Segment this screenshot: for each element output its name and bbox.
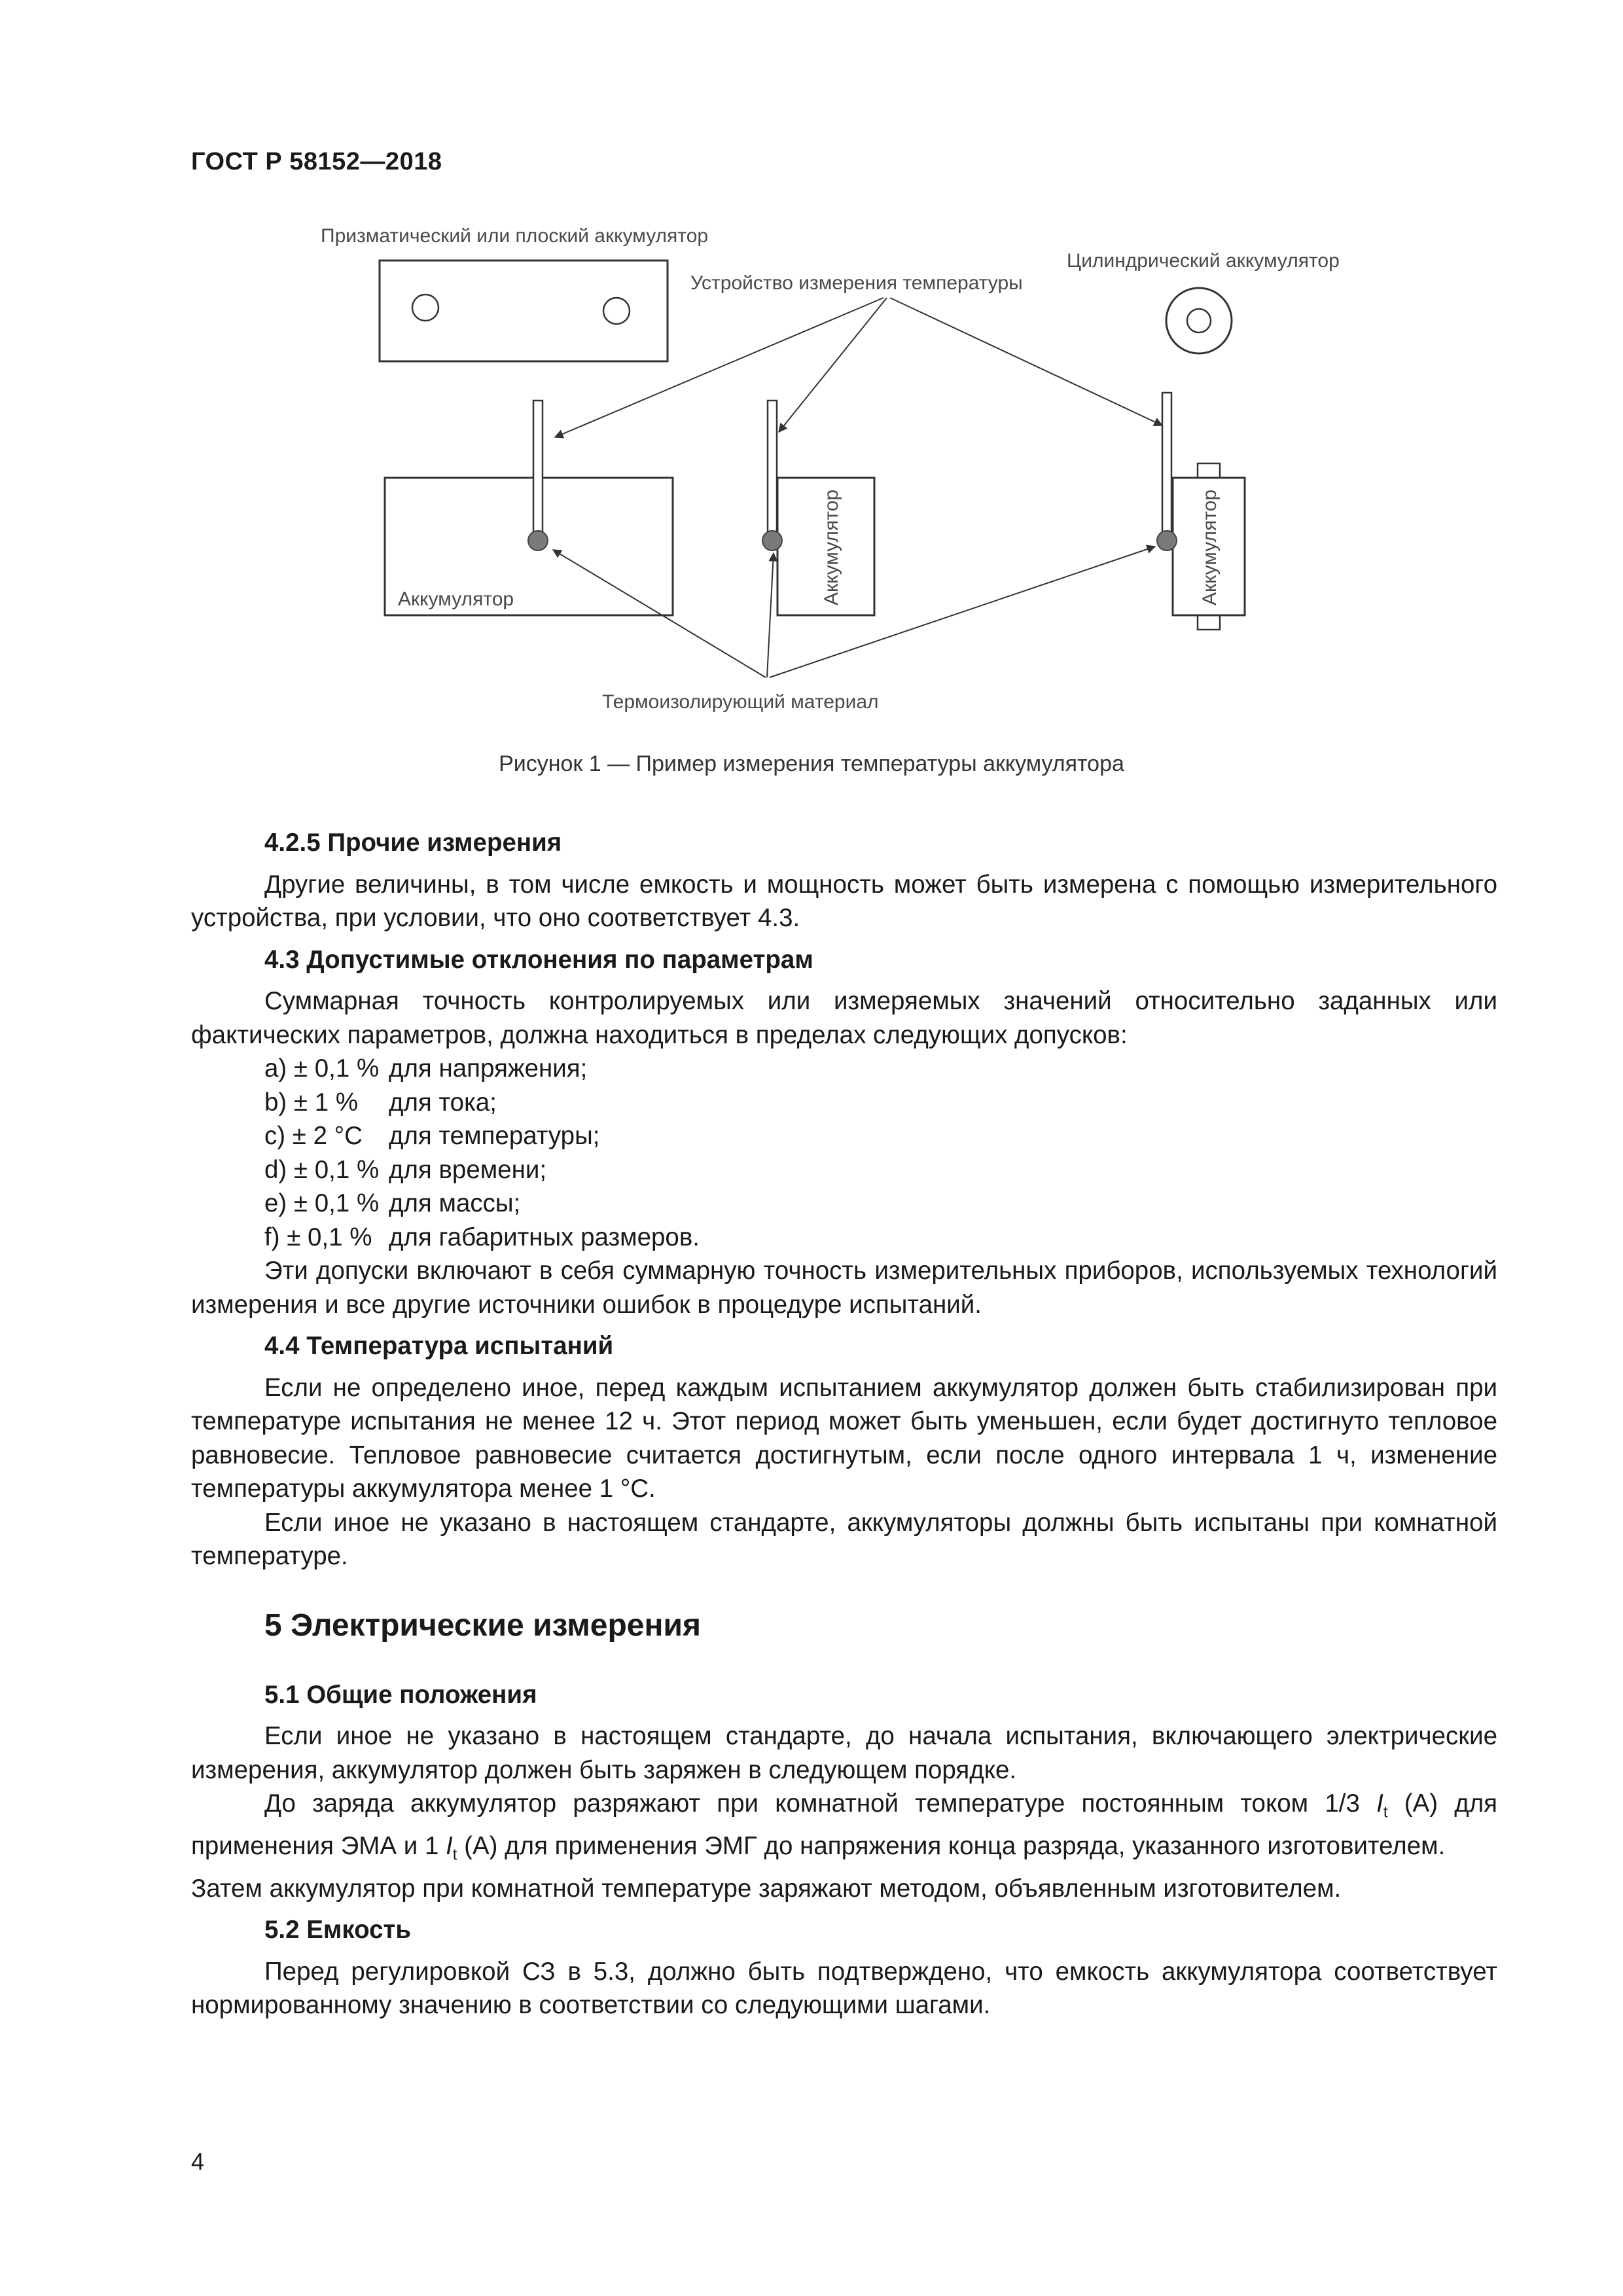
label-sensor: Устройство измерения температуры [690,272,1023,294]
arrow-sensor-middle [779,298,887,432]
current-symbol: I [1376,1789,1383,1818]
sensor-probe-3 [1162,393,1171,531]
sensor-tip-2 [762,531,782,550]
tolerance-value: f) ± 0,1 % [264,1223,372,1251]
current-symbol: I [446,1831,453,1860]
label-cylindrical: Цилиндрический аккумулятор [1067,250,1340,272]
section-5-1-paragraph-3: Затем аккумулятор при комнатной температуре заряжают методом, объявленным изготовителем. [191,1874,1342,1903]
section-5-1-paragraph-2 [191,1787,1497,1872]
arrow-sensor-right [890,298,1162,425]
terminal-right [603,298,630,324]
terminal-left [412,295,438,321]
tolerance-item [191,1086,1497,1120]
document-code-header: ГОСТ Р 58152—2018 [191,148,442,175]
battery-3-cap-bottom [1198,615,1220,630]
tolerance-text: для напряжения; [389,1054,588,1083]
section-4-4-paragraph-1: Если не определено иное, перед каждым испытанием аккумулятор должен быть стабилизирован при температуре испытания не менее 12 ч. Этот период может быть уменьшен, если будет достигнуто тепловое равновесие. Тепловое равновесие считается достигнутым, если после одного интервала 1 ч, изменение температуры аккумулятора менее 1 °C. [191,1373,1497,1503]
sensor-probe-2 [768,401,777,531]
section-4-4-paragraph-2: Если иное не указано в настоящем стандарте, аккумуляторы должны быть испытаны при комнатной температуре. [191,1508,1497,1570]
tolerance-value: c) ± 2 °C [264,1122,363,1150]
tolerance-item [191,1187,1497,1221]
figure-caption: Рисунок 1 — Пример измерения температуры аккумулятора [499,751,1124,776]
label-battery-3: Аккумулятор [1199,489,1221,605]
arrow-sensor-left [555,298,883,437]
tolerance-item [191,1153,1497,1187]
label-insulation: Термоизолирующий материал [602,691,879,713]
section-4-3-title: 4.3 Допустимые отклонения по параметрам [264,945,813,974]
section-5-2-title: 5.2 Емкость [264,1916,412,1945]
battery-3-cap-top [1198,463,1220,478]
cylindrical-battery-outer [1166,288,1232,353]
label-prismatic: Призматический или плоский аккумулятор [321,225,709,247]
label-battery-2: Аккумулятор [821,489,842,605]
section-4-2-5-title: 4.2.5 Прочие измерения [264,829,562,857]
tolerance-text: для габаритных размеров. [389,1223,700,1251]
current-subscript: t [452,1846,457,1864]
tolerance-value: d) ± 0,1 % [264,1155,380,1184]
document-body [191,826,1497,2022]
tolerance-item [191,1052,1497,1086]
p2-part-a: До заряда аккумулятор разряжают при комнатной температуре постоянным током 1/3 [264,1789,1360,1818]
tolerance-text: для массы; [389,1189,521,1217]
section-4-4-title: 4.4 Температура испытаний [264,1332,614,1360]
sensor-tip-1 [528,531,548,550]
section-5-title: 5 Электрические измерения [264,1607,701,1643]
section-5-1-title: 5.1 Общие положения [264,1680,537,1709]
section-5-2-paragraph-1: Перед регулировкой СЗ в 5.3, должно быть подтверждено, что емкость аккумулятора соответствует нормированному значению в соответствии со следующими шагами. [191,1957,1497,2020]
tolerance-value: e) ± 0,1 % [264,1189,380,1217]
tolerance-item [191,1119,1497,1153]
battery-temperature-diagram [308,216,1394,740]
tolerance-item [191,1221,1497,1255]
current-subscript: t [1383,1803,1388,1821]
arrow-insulation-left [553,550,766,677]
tolerance-text: для тока; [389,1088,497,1117]
figure-1 [308,216,1394,740]
label-battery-1: Аккумулятор [398,588,514,610]
section-4-2-5-paragraph: Другие величины, в том числе емкость и мощность может быть измерена с помощью измерительного устройства, при условии, что оно соответствует 4.3. [191,870,1497,932]
section-4-3-paragraph-1: Суммарная точность контролируемых или измеряемых значений относительно заданных или фактических параметров, должна находиться в пределах следующих допусков: [191,987,1497,1049]
tolerance-text: для времени; [389,1155,547,1184]
sensor-probe-1 [533,401,543,531]
p2-part-c: (А) для применения ЭМГ до напряжения конца разряда, указанного изготовителем. [464,1831,1446,1860]
page-number: 4 [191,2148,205,2175]
prismatic-battery-top-view [380,260,668,361]
tolerance-value: a) ± 0,1 % [264,1054,380,1083]
p2-part-b: (А) для применения ЭМА и 1 [191,1789,1498,1860]
arrow-insulation-middle [767,553,774,677]
section-5-1-paragraph-1: Если иное не указано в настоящем стандарте, до начала испытания, включающего электрические измерения, аккумулятор должен быть заряжен в следующем порядке. [191,1722,1497,1784]
sensor-tip-3 [1157,531,1177,550]
section-4-3-paragraph-2: Эти допуски включают в себя суммарную точность измерительных приборов, используемых технологий измерения и все другие источники ошибок в процедуре испытаний. [191,1257,1497,1319]
tolerance-text: для температуры; [389,1122,600,1150]
tolerance-value: b) ± 1 % [264,1088,359,1117]
cylindrical-battery-inner [1187,309,1211,332]
